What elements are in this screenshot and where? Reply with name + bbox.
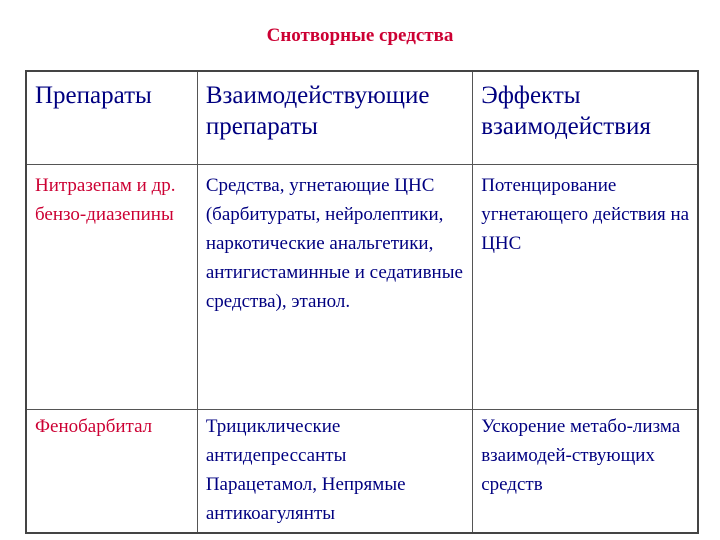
header-interacting: Взаимодействующие препараты: [197, 71, 472, 165]
effect-cell: Потенцирование угнетающего действия на ЦНС: [473, 165, 698, 410]
interacting-text: Парацетамол, Непрямые антикоагулянты: [205, 474, 406, 524]
interacting-cell: [197, 165, 472, 410]
header-drugs: Препараты: [26, 71, 197, 165]
table-header-row: [26, 71, 698, 165]
header-effects: Эффекты взаимодействия: [473, 71, 698, 165]
drug-cell: Фенобарбитал: [26, 410, 197, 534]
slide-title: Снотворные средства: [266, 25, 454, 46]
effect-cell: Ускорение метабо-лизма взаимодей-ствующих средств: [473, 410, 698, 534]
interacting-text: Средства, угнетающие ЦНС (барбитураты, нейролептики, наркотические анальгетики, антигистаминные и седативные средства), этанол.: [205, 175, 463, 312]
interaction-table: [25, 70, 699, 534]
drug-cell: Нитразепам и др. бензо-диазепины: [26, 165, 197, 410]
interacting-cell: [197, 410, 472, 534]
table-row: [26, 165, 698, 410]
interacting-text: Трициклические антидепрессанты: [205, 416, 347, 466]
table-row: [26, 410, 698, 534]
